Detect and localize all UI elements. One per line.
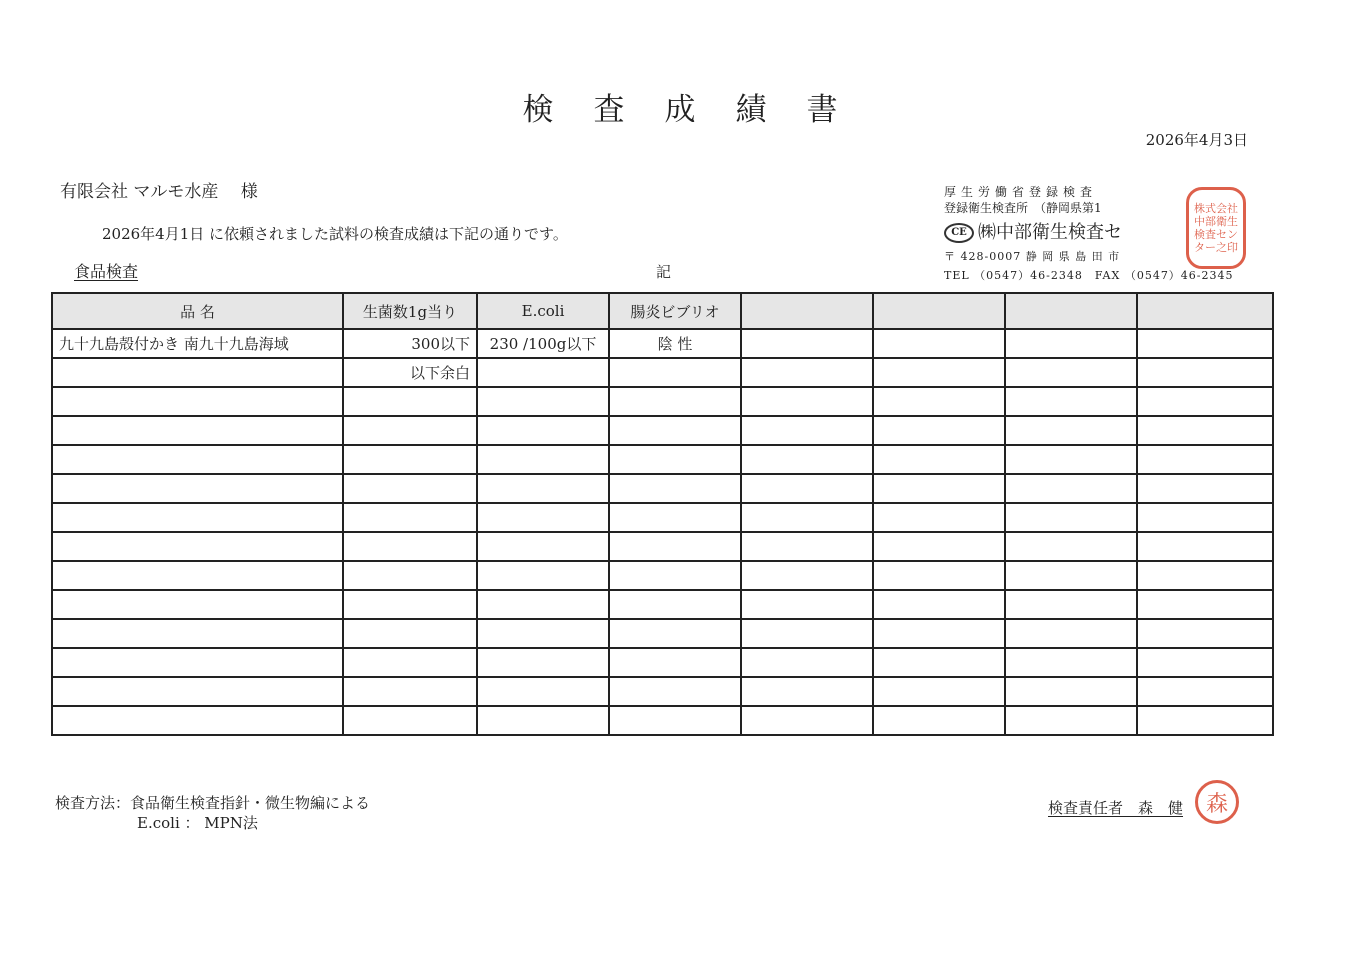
company-logo-icon: CE — [944, 223, 974, 243]
table-cell — [1005, 619, 1137, 648]
table-row — [52, 561, 1273, 590]
table-cell — [1005, 648, 1137, 677]
table-cell — [609, 590, 741, 619]
table-row — [52, 503, 1273, 532]
table-cell — [477, 387, 609, 416]
table-cell — [741, 387, 873, 416]
table-cell — [873, 590, 1005, 619]
table-cell — [477, 358, 609, 387]
table-cell — [1137, 416, 1273, 445]
seal-glyph: 部 — [1205, 215, 1216, 228]
table-cell — [1005, 416, 1137, 445]
table-cell — [1005, 532, 1137, 561]
table-cell — [1137, 561, 1273, 590]
table-row — [52, 445, 1273, 474]
table-cell — [343, 416, 477, 445]
table-cell — [52, 590, 343, 619]
issuer-block — [944, 184, 1234, 284]
table-cell — [477, 445, 609, 474]
test-method-ecoli: E.coli ： MPN法 — [137, 814, 258, 832]
table-cell — [1137, 503, 1273, 532]
table-cell — [477, 619, 609, 648]
seal-glyph: 株 — [1194, 202, 1205, 215]
table-row — [52, 358, 1273, 387]
seal-glyph: 生 — [1227, 215, 1238, 228]
table-cell — [343, 619, 477, 648]
table-cell — [343, 474, 477, 503]
seal-glyph: ー — [1205, 241, 1216, 254]
table-cell — [609, 474, 741, 503]
table-cell — [873, 561, 1005, 590]
inspector-seal-stamp: 森 — [1195, 780, 1239, 824]
table-cell — [52, 619, 343, 648]
table-cell — [477, 648, 609, 677]
table-cell — [1137, 358, 1273, 387]
table-cell — [873, 445, 1005, 474]
table-cell — [741, 561, 873, 590]
table-cell — [52, 387, 343, 416]
table-cell — [477, 590, 609, 619]
issuer-registration: 厚生労働省登録検査 — [944, 185, 1098, 199]
table-cell — [52, 474, 343, 503]
table-cell — [343, 387, 477, 416]
table-cell — [52, 648, 343, 677]
table-cell — [873, 474, 1005, 503]
table-cell — [609, 648, 741, 677]
table-cell — [343, 590, 477, 619]
seal-glyph: 社 — [1227, 202, 1238, 215]
table-row — [52, 590, 1273, 619]
seal-glyph: 之 — [1216, 241, 1227, 254]
table-cell: 陰 性 — [609, 329, 741, 358]
table-cell — [609, 445, 741, 474]
table-cell — [741, 590, 873, 619]
table-cell: 以下余白 — [343, 358, 477, 387]
table-cell — [1005, 474, 1137, 503]
table-cell — [873, 648, 1005, 677]
table-row — [52, 329, 1273, 358]
table-cell — [1005, 706, 1137, 735]
table-cell — [609, 416, 741, 445]
seal-glyph: 衛 — [1216, 215, 1227, 228]
table-row — [52, 387, 1273, 416]
table-cell — [477, 503, 609, 532]
table-cell — [741, 677, 873, 706]
inspector-signature: 検査責任者 森 健 — [1048, 799, 1184, 817]
table-cell — [741, 358, 873, 387]
test-method — [55, 793, 370, 833]
table-cell — [873, 619, 1005, 648]
seal-glyph: タ — [1194, 241, 1205, 254]
company-seal-stamp — [1186, 187, 1246, 269]
table-cell — [609, 619, 741, 648]
column-header: 生菌数1g当り — [343, 293, 477, 329]
table-row — [52, 532, 1273, 561]
table-cell — [1005, 503, 1137, 532]
seal-glyph: セ — [1216, 228, 1227, 241]
seal-glyph: 中 — [1194, 215, 1205, 228]
column-header: 品 名 — [52, 293, 343, 329]
table-cell — [1137, 677, 1273, 706]
table-row — [52, 677, 1273, 706]
table-cell — [1137, 532, 1273, 561]
table-cell — [741, 706, 873, 735]
table-row — [52, 416, 1273, 445]
table-cell — [1005, 677, 1137, 706]
table-cell — [343, 648, 477, 677]
table-cell — [1005, 561, 1137, 590]
table-cell — [477, 474, 609, 503]
table-cell — [1137, 329, 1273, 358]
table-cell — [1005, 445, 1137, 474]
table-cell — [343, 706, 477, 735]
table-cell — [1137, 474, 1273, 503]
table-cell — [1005, 358, 1137, 387]
column-header — [873, 293, 1005, 329]
table-cell — [873, 677, 1005, 706]
table-cell — [52, 445, 343, 474]
table-cell — [52, 561, 343, 590]
issuer-address: 〒 428-0007 静 岡 県 島 田 市 — [944, 250, 1121, 263]
table-cell — [873, 358, 1005, 387]
table-cell — [1137, 445, 1273, 474]
table-cell — [1005, 590, 1137, 619]
table-cell — [343, 677, 477, 706]
table-cell — [741, 329, 873, 358]
table-cell — [609, 532, 741, 561]
ki-label: 記 — [656, 263, 672, 281]
table-cell — [52, 532, 343, 561]
table-cell — [609, 387, 741, 416]
column-header — [741, 293, 873, 329]
table-cell — [52, 503, 343, 532]
table-cell — [1005, 329, 1137, 358]
table-cell — [873, 329, 1005, 358]
table-cell — [873, 416, 1005, 445]
table-cell — [873, 532, 1005, 561]
table-cell — [477, 706, 609, 735]
table-cell — [609, 561, 741, 590]
issuer-company-name: ㈱中部衛生検査セ — [978, 222, 1122, 243]
table-cell — [1137, 706, 1273, 735]
intro-text: 2026年4月1日 に依頼されました試料の検査成績は下記の通りです。 — [102, 225, 568, 243]
table-cell — [873, 706, 1005, 735]
table-header-row — [52, 293, 1273, 329]
table-cell — [1137, 619, 1273, 648]
seal-glyph: ン — [1227, 228, 1238, 241]
table-cell — [741, 445, 873, 474]
seal-glyph: 会 — [1216, 202, 1227, 215]
table-cell — [741, 416, 873, 445]
table-cell — [609, 677, 741, 706]
table-cell — [477, 677, 609, 706]
issuer-company — [944, 220, 1194, 246]
table-cell — [741, 503, 873, 532]
inspection-category: 食品検査 — [74, 262, 139, 281]
table-cell — [873, 503, 1005, 532]
table-cell — [1005, 387, 1137, 416]
table-cell: 230 /100g以下 — [477, 329, 609, 358]
table-cell — [741, 474, 873, 503]
table-cell — [741, 619, 873, 648]
table-row — [52, 648, 1273, 677]
table-cell — [1137, 648, 1273, 677]
test-method-line: 検査方法：食品衛生検査指針・微生物編による — [55, 794, 371, 812]
addressee: 有限会社 マルモ水産 様 — [60, 182, 258, 202]
table-cell — [52, 706, 343, 735]
table-cell — [52, 358, 343, 387]
table-cell — [609, 358, 741, 387]
table-cell — [343, 503, 477, 532]
column-header: E.coli — [477, 293, 609, 329]
table-cell — [741, 648, 873, 677]
issue-date: 2026年4月3日 — [1145, 131, 1248, 149]
table-cell — [477, 561, 609, 590]
seal-glyph: 査 — [1205, 228, 1216, 241]
seal-glyph: 式 — [1205, 202, 1216, 215]
table-cell — [1137, 387, 1273, 416]
table-cell — [741, 532, 873, 561]
table-cell — [477, 416, 609, 445]
table-body — [52, 329, 1273, 735]
table-row — [52, 706, 1273, 735]
document-title: 検査成績書 — [522, 92, 878, 128]
table-cell — [52, 677, 343, 706]
seal-glyph: 検 — [1194, 228, 1205, 241]
table-row — [52, 619, 1273, 648]
table-cell — [343, 445, 477, 474]
table-cell — [609, 706, 741, 735]
table-cell — [477, 532, 609, 561]
table-cell — [52, 416, 343, 445]
issuer-tel-fax: TEL （0547）46-2348 FAX （0547）46-2345 — [944, 269, 1234, 282]
table-row — [52, 474, 1273, 503]
issuer-registration-number: 登録衛生検査所 （静岡県第1 — [944, 201, 1102, 215]
column-header: 腸炎ビブリオ — [609, 293, 741, 329]
table-cell: 九十九島殻付かき 南九十九島海域 — [52, 329, 343, 358]
table-cell — [609, 503, 741, 532]
table-cell — [873, 387, 1005, 416]
column-header — [1005, 293, 1137, 329]
results-table — [51, 292, 1274, 736]
table-cell — [343, 561, 477, 590]
table-cell — [1137, 590, 1273, 619]
column-header — [1137, 293, 1273, 329]
seal-glyph: 印 — [1227, 241, 1238, 254]
table-cell — [343, 532, 477, 561]
table-cell: 300以下 — [343, 329, 477, 358]
